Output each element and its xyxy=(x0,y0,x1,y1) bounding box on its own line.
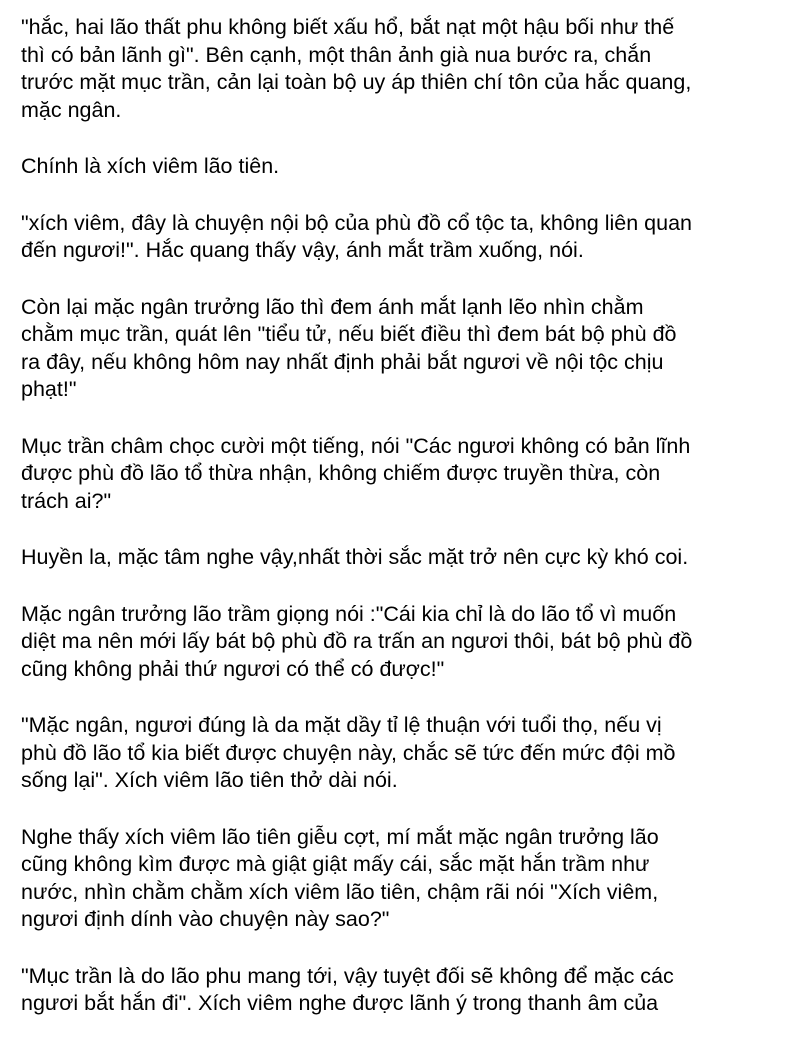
text-line: được phù đồ lão tổ thừa nhận, không chiếm được truyền thừa, còn xyxy=(21,461,661,485)
text-line: Còn lại mặc ngân trưởng lão thì đem ánh mắt lạnh lẽo nhìn chằm xyxy=(21,294,644,319)
text-line: ngươi định dính vào chuyện này sao?" xyxy=(21,907,390,931)
text-line: phù đồ lão tổ kia biết được chuyện này, chắc sẽ tức đến mức đội mồ xyxy=(21,740,676,765)
text-line: cũng không phải thứ ngươi có thể có được!" xyxy=(21,656,445,681)
paragraph-1 xyxy=(21,14,782,124)
text-line: trước mặt mục trần, cản lại toàn bộ uy áp thiên chí tôn của hắc quang, xyxy=(21,70,692,94)
paragraph-5 xyxy=(21,433,782,516)
paragraph-10 xyxy=(21,963,782,1018)
paragraph-4 xyxy=(21,294,782,404)
text-line: "Mục trần là do lão phu mang tới, vậy tuyệt đối sẽ không để mặc các xyxy=(21,963,674,988)
paragraph-7 xyxy=(21,601,782,684)
paragraph-8 xyxy=(21,712,782,795)
text-line: thì có bản lãnh gì". Bên cạnh, một thân ảnh già nua bước ra, chắn xyxy=(21,42,652,67)
text-line: Mục trần châm chọc cười một tiếng, nói "Các ngươi không có bản lĩnh xyxy=(21,433,691,458)
text-line: "hắc, hai lão thất phu không biết xấu hổ, bắt nạt một hậu bối như thế xyxy=(21,15,675,39)
text-line: sống lại". Xích viêm lão tiên thở dài nói. xyxy=(21,768,398,792)
text-line: mặc ngân. xyxy=(21,97,122,122)
text-line: nước, nhìn chằm chằm xích viêm lão tiên, chậm rãi nói "Xích viêm, xyxy=(21,879,659,904)
text-line: ngươi bắt hắn đi". Xích viêm nghe được lãnh ý trong thanh âm của xyxy=(21,991,659,1015)
text-line: diệt ma nên mới lấy bát bộ phù đồ ra trấn an ngươi thôi, bát bộ phù đồ xyxy=(21,629,693,653)
paragraph-3 xyxy=(21,210,782,265)
text-line: ra đây, nếu không hôm nay nhất định phải bắt ngươi về nội tộc chịu xyxy=(21,349,664,374)
paragraph-6 xyxy=(21,544,782,572)
text-line: Mặc ngân trưởng lão trầm giọng nói :"Cái kia chỉ là do lão tổ vì muốn xyxy=(21,601,677,626)
text-line: Chính là xích viêm lão tiên. xyxy=(21,154,280,178)
text-line: "xích viêm, đây là chuyện nội bộ của phù đồ cổ tộc ta, không liên quan xyxy=(21,210,692,235)
text-line: Nghe thấy xích viêm lão tiên giễu cợt, mí mắt mặc ngân trưởng lão xyxy=(21,824,659,849)
text-line: "Mặc ngân, ngươi đúng là da mặt dầy tỉ lệ thuận với tuổi thọ, nếu vị xyxy=(21,713,662,737)
text-line: phạt!" xyxy=(21,377,77,401)
text-line: trách ai?" xyxy=(21,488,112,513)
text-line: Huyền la, mặc tâm nghe vậy,nhất thời sắc mặt trở nên cực kỳ khó coi. xyxy=(21,545,689,569)
paragraph-9 xyxy=(21,824,782,934)
text-line: chằm mục trần, quát lên "tiểu tử, nếu biết điều thì đem bát bộ phù đồ xyxy=(21,322,677,346)
paragraph-2 xyxy=(21,153,782,181)
text-line: cũng không kìm được mà giật giật mấy cái, sắc mặt hắn trầm như xyxy=(21,852,650,876)
text-line: đến ngươi!". Hắc quang thấy vậy, ánh mắt trầm xuống, nói. xyxy=(21,238,584,262)
